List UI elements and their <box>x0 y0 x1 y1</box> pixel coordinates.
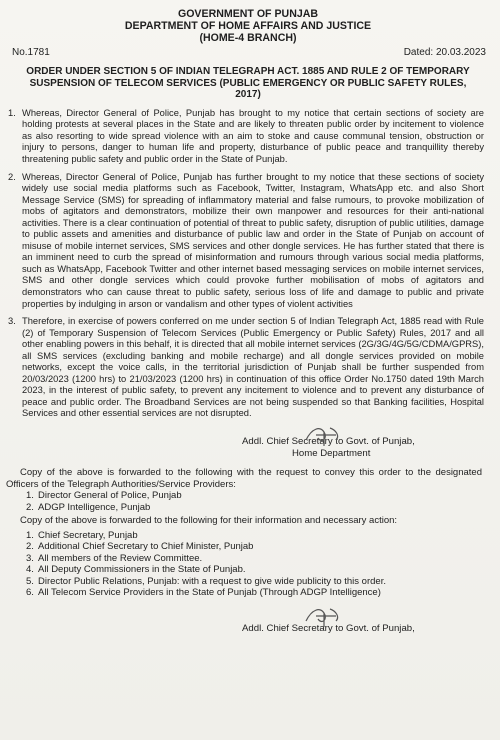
order-date: Dated: 20.03.2023 <box>403 47 486 58</box>
paragraph <box>6 172 490 311</box>
forward-text: Copy of the above is forwarded to the following with the request to convey this order to the designated Officers of the Telegraph Authorities/Service Providers: <box>6 467 482 490</box>
forward-section-1 <box>6 467 490 513</box>
order-paragraphs <box>6 108 490 420</box>
paragraph <box>6 316 490 420</box>
signature-mark <box>302 603 346 629</box>
list-item: 5. Director Public Relations, Punjab: with a request to give wide publicity to this order. <box>26 575 386 587</box>
order-title: ORDER UNDER SECTION 5 OF INDIAN TELEGRAPH ACT. 1885 AND RULE 2 OF TEMPORARY SUSPENSION OF TELECOM SERVICES (PUBLIC EMERGENCY OR PUBLIC SAFETY RULES, 2017) <box>26 66 470 101</box>
forward-list <box>6 530 490 599</box>
signatory-title: Addl. Chief Secretary to Govt. of Punjab, <box>242 622 415 634</box>
paragraph-number: 2. <box>8 171 16 182</box>
paragraph-text: Whereas, Director General of Police, Punjab has brought to my notice that certain sections of society are holding protests at several places in the State and are likely to threaten public order by incitement to violence as also resorting to wide spread violence with an aim to stoke and cause communal tension, obstruction or injury to persons, danger to human life and property, disturbance of public peace and tranquillity thereby threatening public safety and public order in the State of Punjab. <box>22 107 484 164</box>
signatory-title: Addl. Chief Secretary to Govt. of Punjab, <box>242 436 415 447</box>
list-item: 1. Director General of Police, Punjab <box>26 490 182 501</box>
signature-block-2 <box>242 623 490 634</box>
list-item: 6. All Telecom Service Providers in the State of Punjab (Through ADGP Intelligence) <box>26 587 381 598</box>
list-item: 2. Additional Chief Secretary to Chief Minister, Punjab <box>26 541 254 552</box>
letterhead <box>6 8 490 44</box>
list-item: 1. Chief Secretary, Punjab <box>26 529 138 541</box>
signatory-department: Home Department <box>292 447 371 459</box>
paragraph <box>6 108 490 166</box>
department-name: DEPARTMENT OF HOME AFFAIRS AND JUSTICE <box>124 20 372 32</box>
forward-section-2 <box>6 515 490 599</box>
paragraph-text: Therefore, in exercise of powers conferred on me under section 5 of Indian Telegraph Act, 1885 read with Rule (2) of Temporary Suspension of Telecom Services (Public Emergency or Public Safety) Rules, 2017 and all other enabling powers in this behalf, it is directed that all mobile internet services (2G/3G/4G/5G/CDMA/GPRS), all SMS services (excluding banking and mobile recharge) and all dongle services provided on mobile networks, except the voice calls, in the territorial jurisdiction of Punjab shall be further suspended from 20/03/2023 (1200 hrs) to 21/03/2023 (1200 hrs) in continuation of this office Order No.1750 dated 19th March 2023, in the interest of public safety, to prevent any incitement to violence and to prevent any disturbance of peace and public order. The Broadband Services are not being suspended so that Banking facilities, Hospital Services and other essential services are not disrupted. <box>22 316 484 419</box>
branch-name: (HOME-4 BRANCH) <box>199 32 297 44</box>
govt-name: GOVERNMENT OF PUNJAB <box>177 8 319 20</box>
order-number: No.1781 <box>12 47 50 58</box>
forward-text: Copy of the above is forwarded to the following for their information and necessary action: <box>20 515 398 526</box>
paragraph-number: 3. <box>8 316 16 327</box>
signature-block-1 <box>242 436 490 459</box>
forward-list <box>6 490 490 513</box>
list-item: 4. All Deputy Commissioners in the State of Punjab. <box>26 564 246 575</box>
list-item: 2. ADGP Intelligence, Punjab <box>26 501 151 513</box>
meta-row <box>12 47 486 58</box>
list-item: 3. All members of the Review Committee. <box>26 552 203 564</box>
signature-mark <box>302 422 346 448</box>
paragraph-text: Whereas, Director General of Police, Punjab has further brought to my notice that these sections of society widely use social media platforms such as Facebook, Twitter, Instagram, WhatsApp etc. and also Short Message Service (SMS) for spreading of inflammatory material and false rumours, to provoke mobilization of mobs of agitators and demonstrators, mobilize their own manpower and resources for their anti-national activities. There is a clear continuation of potential of threat to public safety, disruption of public utilities, damage to public assets and amenities and disturbance of public law and order in the State of Punjab on account of misuse of mobile internet services, SMS services and other dongle services. He has further stated that there is an imminent need to curb the spread of misinformation and rumours through various social media platforms, such as WhatsApp, Facebook Twitter and other internet based messaging services on mobile internet services, SMS and other dongle services which could provoke further mobilisation of mobs of agitators and demonstrators who can cause threat to public safety, serious loss of life and damage to public and private properties by indulging in arson or vandalism and other types of violent activities <box>22 171 484 309</box>
paragraph-number: 1. <box>8 107 16 118</box>
